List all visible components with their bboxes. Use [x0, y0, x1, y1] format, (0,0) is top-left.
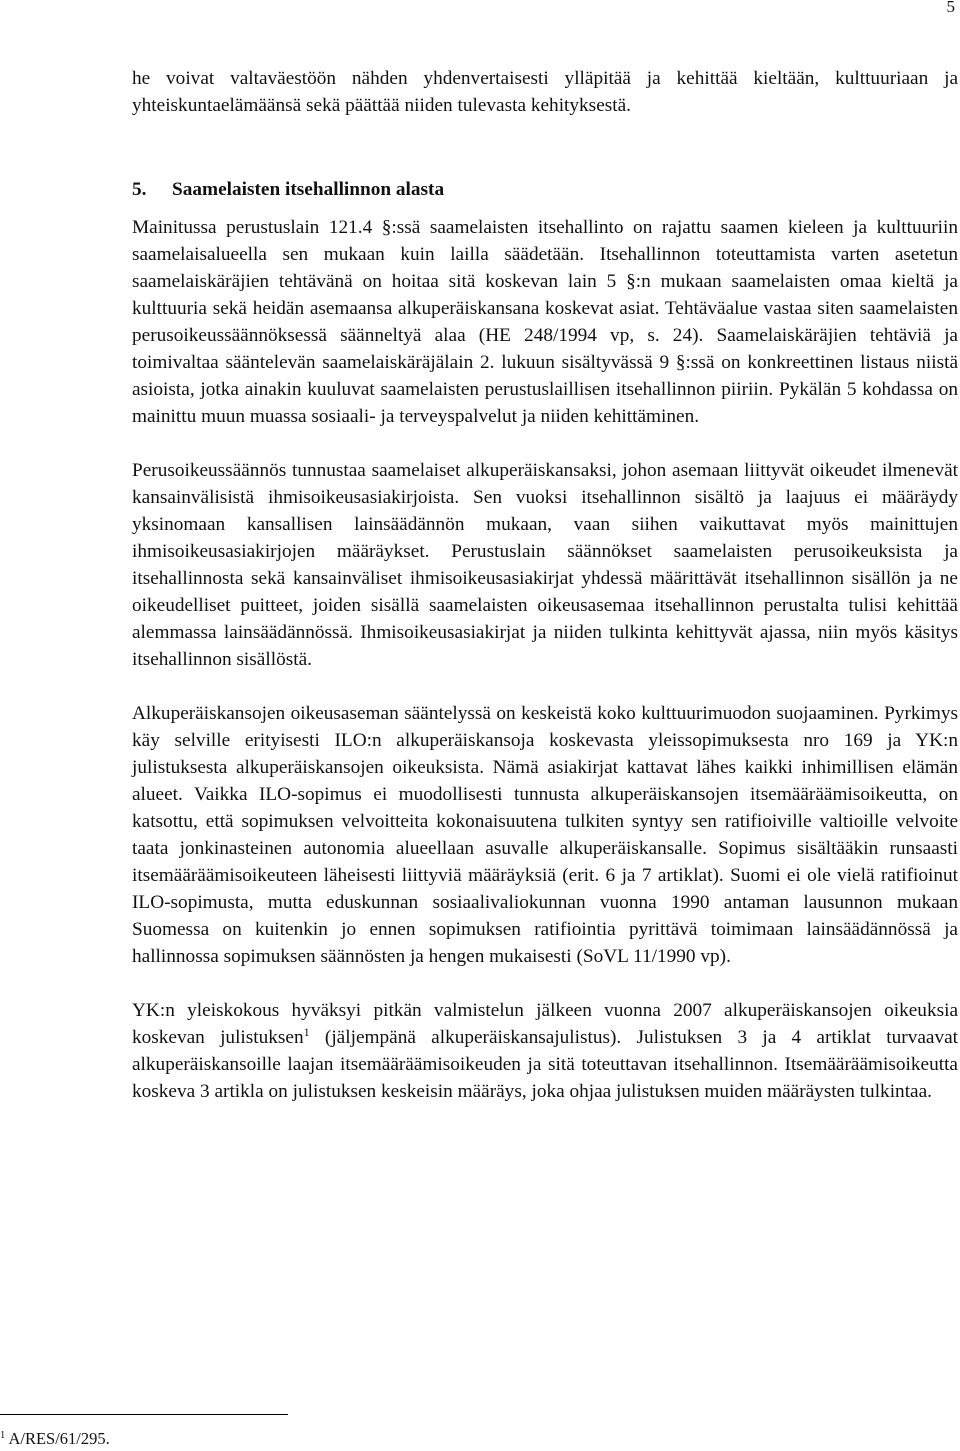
paragraph-4-text-end: (jäljempänä alkuperäiskansajulistus). Julistuksen 3 ja 4 artiklat turvaavat alkuperäiskansoille laajan itsemääräämisoikeuden ja sitä toteuttavan itsehallinnon. Itsemääräämisoikeutta koskeva 3 artikla on julistuksen keskeisin määräys, joka ohjaa julistuksen muiden määräysten tulkintaa. — [132, 1027, 959, 1102]
section-title: Saamelaisten itsehallinnon alasta — [172, 179, 445, 200]
paragraph-4 — [132, 997, 958, 1105]
footnote-text: A/RES/61/295. — [5, 1429, 110, 1448]
page-number: 5 — [946, 0, 955, 16]
section-heading — [132, 176, 958, 203]
paragraph-1: Mainitussa perustuslain 121.4 §:ssä saamelaisten itsehallinto on rajattu saamen kieleen ja kulttuuriin saamelaisalueella sen mukaan kuin lailla säädetään. Itsehallinnon toteuttamista varten asetetun saamelaiskäräjien tehtävänä on hoitaa sitä koskevan lain 5 §:n mukaan saamelaisten omaa kieltä ja kulttuuria sekä heidän asemaansa alkuperäiskansana koskevat asiat. Tehtäväalue vastaa siten saamelaisten perusoikeussäännöksessä säänneltyä alaa (HE 248/1994 vp, s. 24). Saamelaiskäräjien tehtäviä ja toimivaltaa sääntelevän saamelaiskäräjälain 2. lukuun sisältyvässä 9 §:ssä on konkreettinen listaus niistä asioista, jotka ainakin kuuluvat saamelaisten perustuslaillisen itsehallinnon piiriin. Pykälän 5 kohdassa on mainittu muun muassa sosiaali- ja terveyspalvelut ja niiden kehittäminen. — [132, 217, 958, 427]
paragraph-2: Perusoikeussäännös tunnustaa saamelaiset alkuperäiskansaksi, johon asemaan liittyvät oikeudet ilmenevät kansainvälisistä ihmisoikeusasiakirjoista. Sen vuoksi itsehallinnon sisältö ja laajuus ei määräydy yksinomaan kansallisen lainsäädännön mukaan, vaan siihen vaikuttavat myös mainittujen ihmisoikeusasiakirjojen määräykset. Perustuslain säännökset saamelaisten perusoikeuksista ja itsehallinnosta sekä kansainväliset ihmisoikeusasiakirjat yhdessä määrittävät itsehallinnon sisällön ja ne oikeudelliset puitteet, joiden sisällä saamelaisten oikeusasemaa itsehallinnon perustalta tulisi kehittää alemmassa lainsäädännössä. Ihmisoikeusasiakirjat ja niiden tulkinta kehittyvät ajassa, niin myös käsitys itsehallinnon sisällöstä. — [132, 460, 958, 670]
intro-paragraph: he voivat valtaväestöön nähden yhdenvertaisesti ylläpitää ja kehittää kieltään, kulttuuriaan ja yhteiskuntaelämäänsä sekä päättää niiden tulevasta kehityksestä. — [132, 68, 958, 116]
document-body — [132, 65, 958, 1105]
paragraph-3: Alkuperäiskansojen oikeusaseman sääntelyssä on keskeistä koko kulttuurimuodon suojaaminen. Pyrkimys käy selville erityisesti ILO:n alkuperäiskansoja koskevasta yleissopimuksesta nro 169 ja YK:n julistuksesta alkuperäiskansojen oikeuksista. Nämä asiakirjat kattavat lähes kaikki inhimillisen elämän alueet. Vaikka ILO-sopimus ei muodollisesti tunnusta alkuperäiskansojen itsemääräämisoikeutta, on katsottu, että sopimuksen velvoitteita kokonaisuutena tulkiten syntyy sen ratifioiville valtioille velvoite taata jonkinasteinen autonomia alueellaan asuvalle alkuperäiskansalle. Sopimus sisältääkin runsaasti itsemääräämisoikeuteen läheisesti liittyviä määräyksiä (erit. 6 ja 7 artiklat). Suomi ei ole vielä ratifioinut ILO-sopimusta, mutta eduskunnan sosiaalivaliokunnan vuonna 1990 antaman lausunnon mukaan Suomessa on kuitenkin jo ennen sopimuksen ratifiointia pyrittävä toimimaan lainsäädännössä ja hallinnossa sopimuksen säännösten ja hengen mukaisesti (SoVL 11/1990 vp). — [132, 703, 958, 967]
paragraph-4-text-start: YK:n yleiskokous hyväksyi pitkän valmistelun jälkeen vuonna 2007 alkuperäiskansojen oikeuksia koskevan julistuksen — [132, 1000, 958, 1048]
footnote — [0, 1429, 110, 1449]
footnote-separator — [0, 1414, 288, 1415]
section-number: 5. — [132, 179, 147, 200]
footnote-reference[interactable]: 1 — [303, 1025, 310, 1039]
footnote-number: 1 — [0, 1430, 6, 1441]
